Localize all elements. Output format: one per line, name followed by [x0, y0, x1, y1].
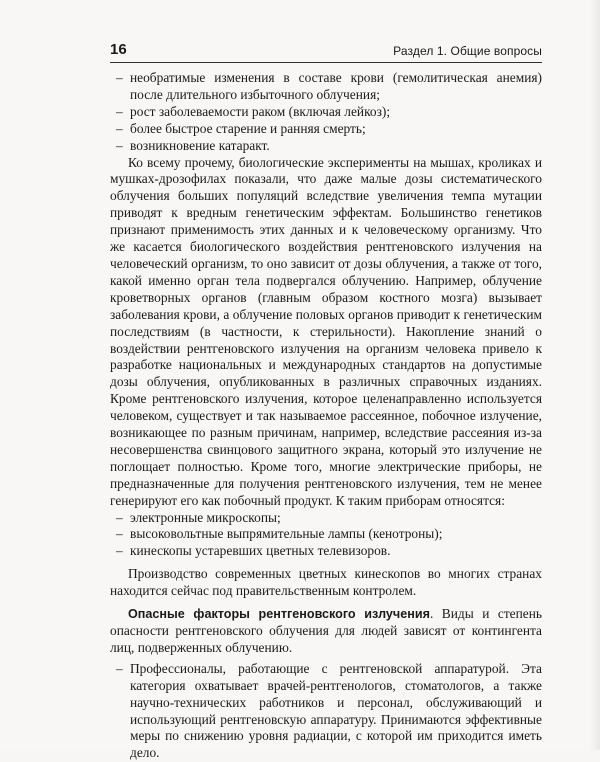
page-edge-shadow [590, 0, 600, 750]
list-item-text: рост заболеваемости раком (включая лейкоз); [130, 103, 391, 119]
paragraph-hazard-text: . Виды и степень опасности рентгеновского облучения для людей зависят от контингента лиц, подверженных облучению. [110, 606, 542, 655]
list-dash: – [116, 509, 123, 525]
paragraph-hazard-factors [110, 606, 542, 657]
list-item-text: возникновение катаракт. [130, 137, 270, 153]
list-item [110, 543, 542, 560]
list-item-text: Профессионалы, работающие с рентгеновской аппаратурой. Эта категория охватывает врачей-рентгенологов, стоматологов, а также научно-технических работников и персонал, обслуживающий и использующий рентгеновскую аппаратуру. Принимаются эффективные меры по снижению уровня радиации, с которой им приходится иметь дело. [130, 660, 542, 761]
list-dash: – [116, 543, 123, 559]
paragraph-biological-effects: Ко всему прочему, биологические эксперименты на мышах, кроликах и мушках-дрозофилах показали, что даже малые дозы систематического облучения больших популяций вследствие увеличения темпа мутации приводят к вредным генетическим эффектам. Большинство генетиков признают применимость этих данных и к человеческому организму. Что же касается биологического воздействия рентгеновского излучения на человеческий организм, то оно зависит от дозы облучения, а также от того, какой именно орган тела подвергался облучению. Например, облучение кроветворных органов (главным образом костного мозга) вызывает заболевания крови, а облучение половых органов приводит к генетическим последствиям (в частности, к стерильности). Накопление знаний о воздействии рентгеновского излучения на организм человека привело к разработке национальных и международных стандартов на допустимые дозы облучения, опубликованных в различных справочных изданиях. Кроме рентгеновского излучения, которое целенаправленно используется человеком, существует и так называемое рассеянное, побочное излучение, возникающее по разным причинам, например, вследствие рассеяния из-за несовершенства свинцового защитного экрана, который это излучение не поглощает полностью. Кроме того, многие электрические приборы, не предназначенные для получения рентгеновского излучения, тем не менее генерируют его как побочный продукт. К таким приборам относятся: [110, 154, 542, 508]
paragraph-kinescope-production: Производство современных цветных кинескопов во многих странах находится сейчас под правительственным контролем. [110, 566, 542, 599]
list-dash: – [116, 103, 123, 119]
section-title: Раздел 1. Общие вопросы [393, 44, 542, 58]
list-dash: – [116, 526, 123, 542]
list-item-text: необратимые изменения в составе крови (гемолитическая анемия) после длительного избыточного облучения; [130, 70, 542, 102]
page-body [110, 70, 542, 762]
list-item [110, 526, 542, 543]
header-rule [110, 62, 542, 63]
list-dash: – [116, 70, 123, 85]
list-dash: – [116, 120, 123, 136]
list-item [110, 121, 542, 138]
list-dash: – [116, 660, 123, 676]
list-item-text: более быстрое старение и ранняя смерть; [130, 120, 366, 136]
running-header [110, 40, 542, 62]
list-item [110, 138, 542, 155]
list-item-text: кинескопы устаревших цветных телевизоров. [130, 543, 391, 559]
list-dash: – [116, 137, 123, 153]
list-item [110, 104, 542, 121]
list-item [110, 70, 542, 104]
list-item [110, 661, 542, 762]
list-item [110, 510, 542, 527]
page-number: 16 [110, 41, 127, 58]
list-item-text: высоковольтные выпрямительные лампы (кенотроны); [130, 526, 443, 542]
run-in-heading: Опасные факторы рентгеновского излучения [128, 607, 430, 622]
list-item-text: электронные микроскопы; [130, 509, 281, 525]
